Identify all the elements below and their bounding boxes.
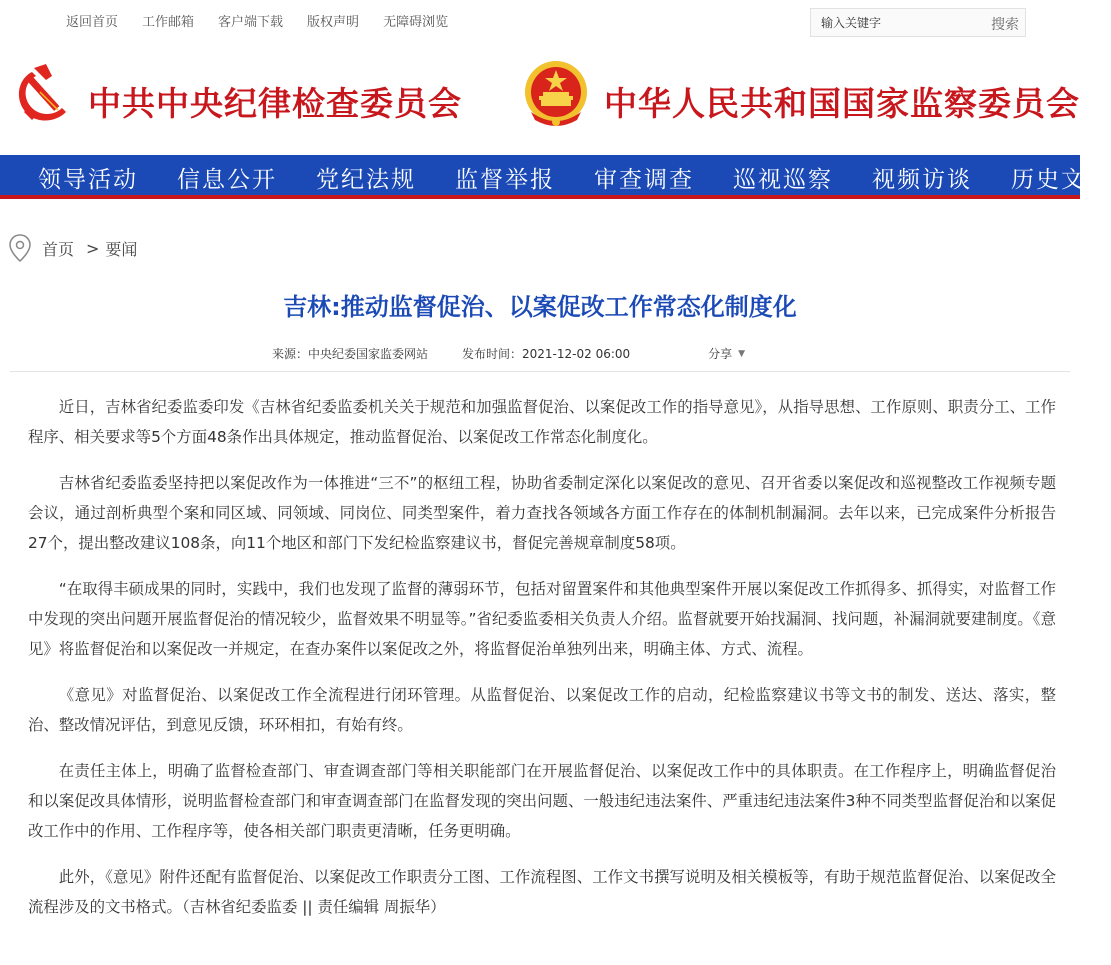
nav-supervision-report[interactable]: 监督举报 (455, 167, 555, 193)
link-accessibility[interactable]: 无障碍浏览 (383, 15, 449, 30)
search-box (810, 8, 1026, 37)
national-supervisory-commission-title: 中华人民共和国国家监察委员会 (604, 84, 1080, 123)
article-paragraph: “在取得丰硕成果的同时，实践中，我们也发现了监督的薄弱环节，包括对留置案件和其他典型案件开展以案促改工作抓得多、抓得实，对监督工作中发现的突出问题开展监督促治的情况较少，监督效果不明显等。”省纪委监委相关负责人介绍。监督就要开始找漏洞、找问题，补漏洞就要建制度。《意见》将监督促治和以案促改一并规定，在查办案件以案促改之外，将监督促治单独列出来，明确主体、方式、流程。 (28, 580, 1056, 658)
nav-history-culture[interactable]: 历史文化 (1011, 167, 1111, 193)
breadcrumb (8, 233, 137, 263)
article-body (28, 392, 1056, 938)
share-label: 分享 (708, 347, 733, 361)
share-button[interactable] (708, 345, 745, 362)
top-links (66, 11, 448, 30)
main-nav (0, 155, 1111, 199)
nav-leadership-activities[interactable]: 领导活动 (38, 167, 138, 193)
national-emblem (521, 58, 591, 130)
article-paragraph: 吉林省纪委监委坚持把以案促改作为一体推进“三不”的枢纽工程，协助省委制定深化以案促改的意见、召开省委以案促改和巡视整改工作视频专题会议，通过剖析典型个案和同区域、同领域、同岗位、同类型案件，着力查找各领域各方面工作存在的体制机制漏洞。去年以来，已完成案件分析报告27个，提出整改建议108条，向11个地区和部门下发纪检监察建议书，督促完善规章制度58项。 (28, 474, 1056, 552)
search-input[interactable] (811, 9, 971, 36)
hammer-sickle-emblem (10, 62, 74, 126)
link-copyright[interactable]: 版权声明 (307, 15, 360, 30)
nav-information-disclosure[interactable]: 信息公开 (177, 167, 277, 193)
article-source: 来源：中央纪委国家监委网站 (272, 347, 429, 361)
link-mailbox[interactable]: 工作邮箱 (142, 15, 195, 30)
site-header (0, 48, 1080, 152)
top-utility-bar (0, 0, 1080, 40)
article-paragraph: 《意见》对监督促治、以案促改工作全流程进行闭环管理。从监督促治、以案促改工作的启动，纪检监察建议书等文书的制发、送达、落实，整治、整改情况评估，到意见反馈，环环相扣，有始有终。 (28, 686, 1056, 734)
nav-investigation[interactable]: 审查调查 (594, 167, 694, 193)
meta-divider (10, 371, 1070, 372)
link-home[interactable]: 返回首页 (66, 15, 119, 30)
cpc-commission-title: 中共中央纪律检查委员会 (88, 84, 462, 123)
article-title: 吉林:推动监督促治、以案促改工作常态化制度化 (283, 293, 797, 321)
location-pin-icon (8, 233, 32, 263)
article-paragraph: 在责任主体上，明确了监督检查部门、审查调查部门等相关职能部门在开展监督促治、以案促改工作中的具体职责。在工作程序上，明确监督促治和以案促改具体情形，说明监督检查部门和审查调查部门在监督发现的突出问题、一般违纪违法案件、严重违纪违法案件3种不同类型监督促治和以案促改工作中的作用、工作程序等，使各相关部门职责更清晰，任务更明确。 (28, 762, 1056, 840)
article-meta (272, 345, 745, 362)
nav-video-interviews[interactable]: 视频访谈 (872, 167, 972, 193)
link-client-download[interactable]: 客户端下载 (218, 15, 284, 30)
breadcrumb-current[interactable]: 要闻 (105, 239, 138, 259)
search-button[interactable]: 搜索 (991, 17, 1019, 33)
caret-down-icon: ▼ (738, 348, 746, 359)
article-paragraph: 近日，吉林省纪委监委印发《吉林省纪委监委机关关于规范和加强监督促治、以案促改工作的指导意见》，从指导思想、工作原则、职责分工、工作程序、相关要求等5个方面48条作出具体规定，推动监督促治、以案促改工作常态化制度化。 (28, 398, 1056, 446)
breadcrumb-home[interactable]: 首页 (42, 239, 75, 259)
nav-party-regulations[interactable]: 党纪法规 (316, 167, 416, 193)
article-publish-time: 发布时间：2021-12-02 06:00 (462, 347, 631, 361)
article-paragraph: 此外，《意见》附件还配有监督促治、以案促改工作职责分工图、工作流程图、工作文书撰写说明及相关模板等，有助于规范监督促治、以案促改全流程涉及的文书格式。（吉林省纪委监委 || 责任编辑 周振华） (28, 868, 1056, 916)
nav-inspection[interactable]: 巡视巡察 (733, 167, 833, 193)
breadcrumb-separator: > (86, 238, 100, 258)
